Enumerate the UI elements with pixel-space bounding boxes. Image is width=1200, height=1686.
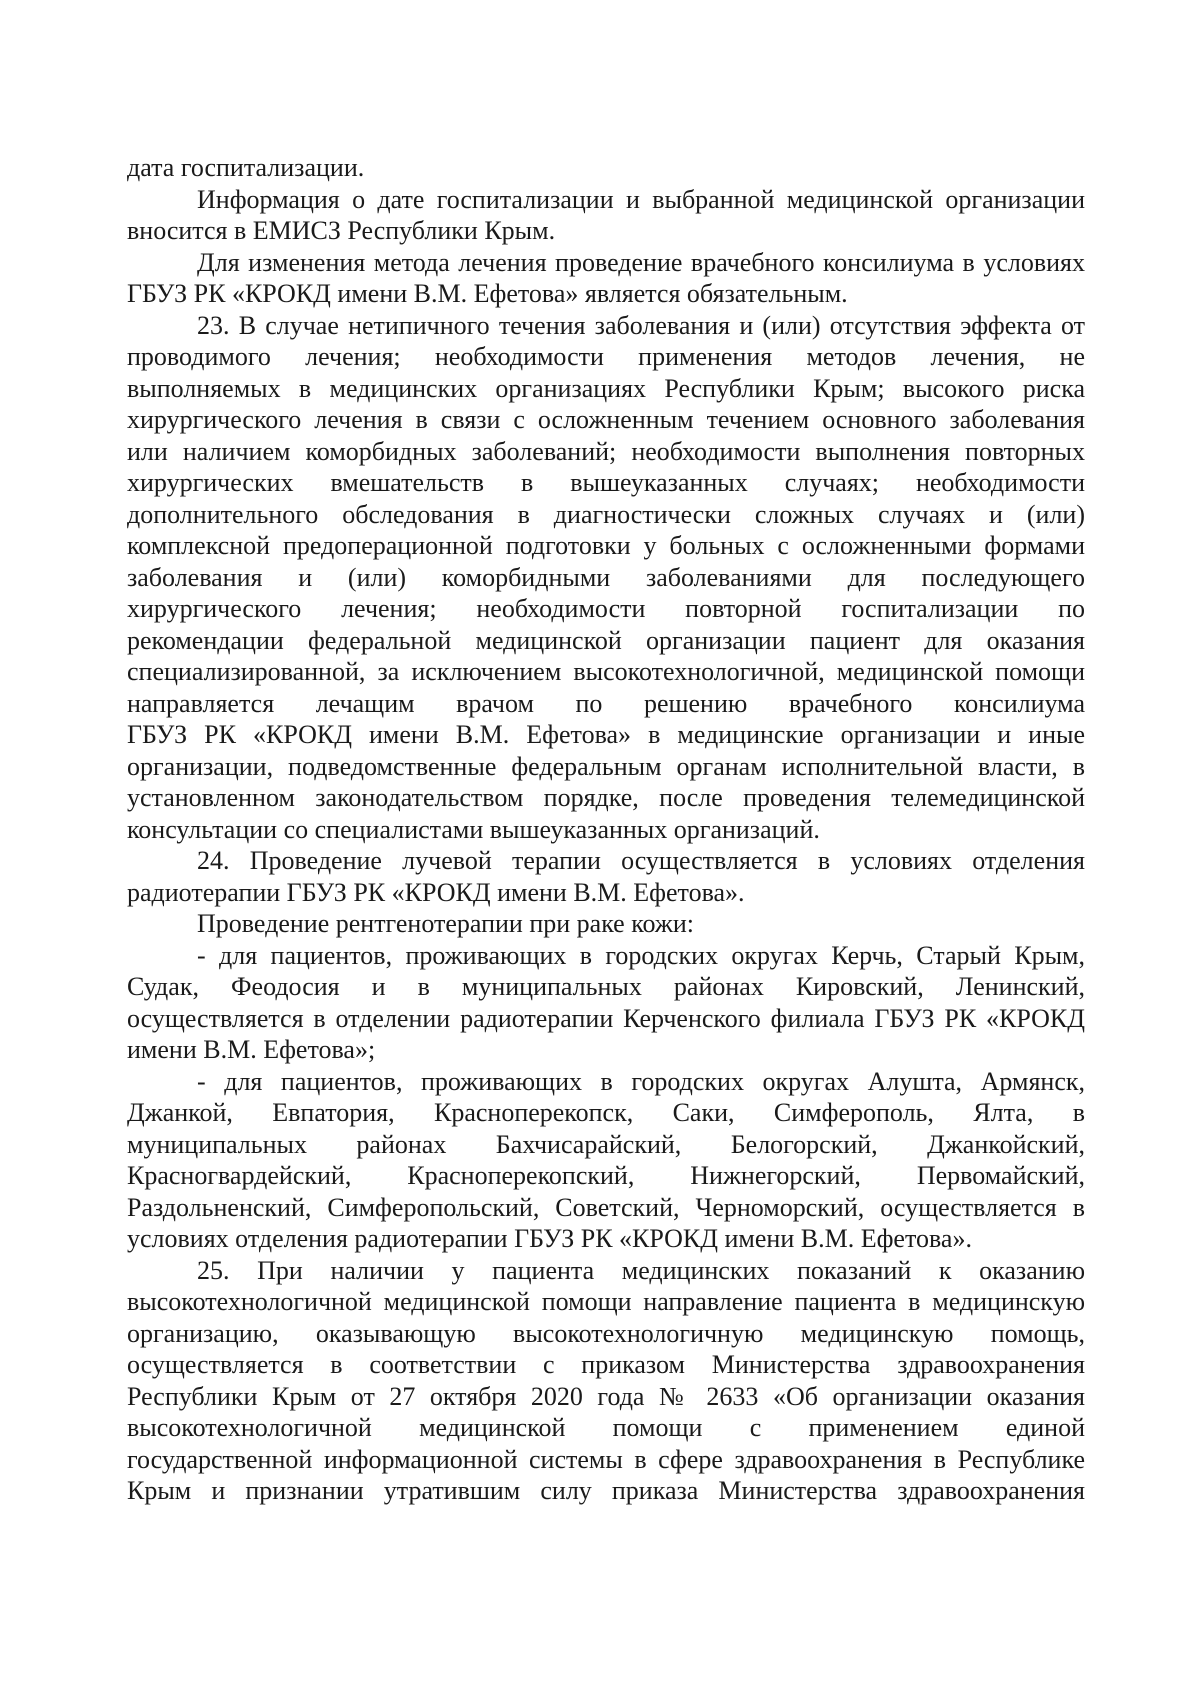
text-line: 24. Проведение лучевой терапии осуществляется в условиях отделения	[197, 846, 1085, 875]
text-line: ГБУЗ РК «КРОКД имени В.М. Ефетова» является обязательным.	[127, 279, 848, 308]
text-line: Раздольненский, Симферопольский, Советский, Черноморский, осуществляется в	[127, 1192, 1085, 1222]
text-line: высокотехнологичной медицинской помощи направление пациента в медицинскую	[127, 1287, 1085, 1316]
text-line: проводимого лечения; необходимости применения методов лечения, не	[127, 342, 1085, 371]
text-line: Информация о дате госпитализации и выбранной медицинской организации	[197, 184, 1085, 214]
text-line: 25. При наличии у пациента медицинских показаний к оказанию	[197, 1255, 1085, 1285]
text-line: выполняемых в медицинских организациях Республики Крым; высокого риска	[127, 373, 1085, 403]
text-line: хирургических вмешательств в вышеуказанных случаях; необходимости	[127, 468, 1085, 497]
text-line: консультации со специалистами вышеуказанных организаций.	[127, 814, 820, 844]
text-line: комплексной предоперационной подготовки у больных с осложненными формами	[127, 531, 1085, 560]
text-line: заболевания и (или) коморбидными заболеваниями для последующего	[127, 562, 1085, 592]
text-line: дата госпитализации.	[127, 153, 365, 182]
text-line: осуществляется в отделении радиотерапии Керченского филиала ГБУЗ РК «КРОКД	[127, 1003, 1085, 1033]
text-line: специализированной, за исключением высокотехнологичной, медицинской помощи	[127, 657, 1085, 686]
text-line: государственной информационной системы в сфере здравоохранения в Республике	[127, 1444, 1085, 1474]
text-line: хирургического лечения; необходимости повторной госпитализации по	[127, 594, 1085, 623]
text-line: организацию, оказывающую высокотехнологичную медицинскую помощь,	[127, 1318, 1085, 1348]
text-line: Крым и признании утратившим силу приказа Министерства здравоохранения	[127, 1476, 1085, 1505]
text-line: Республики Крым от 27 октября 2020 года № 2633 «Об организации оказания	[127, 1381, 1085, 1411]
text-line: ГБУЗ РК «КРОКД имени В.М. Ефетова» в медицинские организации и иные	[127, 720, 1085, 749]
text-line: Красногвардейский, Красноперекопский, Нижнегорский, Первомайский,	[127, 1161, 1085, 1190]
text-line: - для пациентов, проживающих в городских округах Керчь, Старый Крым,	[197, 940, 1085, 970]
text-line: установленном законодательством порядке, после проведения телемедицинской	[127, 783, 1085, 812]
text-line: или наличием коморбидных заболеваний; необходимости выполнения повторных	[127, 436, 1085, 466]
text-line: вносится в ЕМИСЗ Республики Крым.	[127, 216, 556, 245]
text-line: хирургического лечения в связи с осложненным течением основного заболевания	[127, 405, 1085, 434]
text-line: Для изменения метода лечения проведение врачебного консилиума в условиях	[197, 247, 1085, 277]
text-line: дополнительного обследования в диагностически сложных случаях и (или)	[127, 499, 1085, 529]
text-line: Проведение рентгенотерапии при раке кожи:	[197, 909, 694, 938]
text-line: условиях отделения радиотерапии ГБУЗ РК «КРОКД имени В.М. Ефетова».	[127, 1224, 972, 1253]
text-line: Джанкой, Евпатория, Красноперекопск, Саки, Симферополь, Ялта, в	[127, 1098, 1085, 1127]
text-line: рекомендации федеральной медицинской организации пациент для оказания	[127, 625, 1085, 655]
text-line: имени В.М. Ефетова»;	[127, 1035, 376, 1064]
text-line: Судак, Феодосия и в муниципальных районах Кировский, Ленинский,	[127, 972, 1085, 1001]
text-line: осуществляется в соответствии с приказом Министерства здравоохранения	[127, 1350, 1085, 1379]
text-line: высокотехнологичной медицинской помощи с применением единой	[127, 1413, 1085, 1442]
text-line: направляется лечащим врачом по решению врачебного консилиума	[127, 688, 1085, 718]
text-line: организации, подведомственные федеральным органам исполнительной власти, в	[127, 751, 1085, 781]
text-line: - для пациентов, проживающих в городских округах Алушта, Армянск,	[197, 1066, 1085, 1096]
text-line: радиотерапии ГБУЗ РК «КРОКД имени В.М. Ефетова».	[127, 877, 745, 907]
text-line: муниципальных районах Бахчисарайский, Белогорский, Джанкойский,	[127, 1129, 1085, 1159]
text-line: 23. В случае нетипичного течения заболевания и (или) отсутствия эффекта от	[197, 310, 1085, 340]
document-body	[127, 152, 1085, 1507]
